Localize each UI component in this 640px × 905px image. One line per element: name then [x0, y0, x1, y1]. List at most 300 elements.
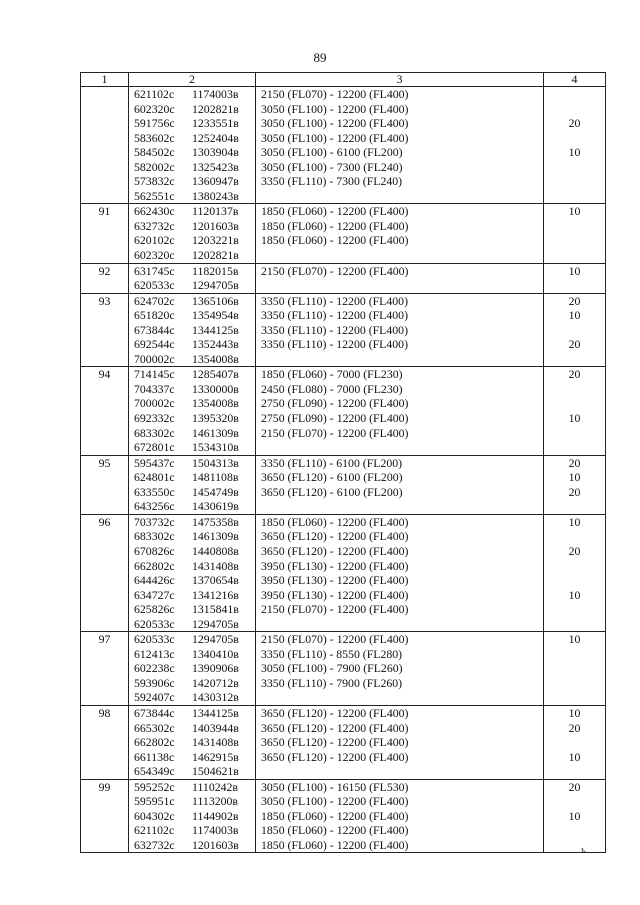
longitude-code: 1201603в [192, 837, 239, 852]
longitude-code: 1344125в [192, 322, 239, 337]
altitude-range: 3050 (FL100) - 7300 (FL240) [261, 159, 403, 174]
latitude-code: 620102c [134, 233, 175, 248]
value-entry [544, 426, 605, 441]
coordinate-pair [129, 219, 255, 234]
altitude-range-cell [256, 263, 544, 293]
altitude-range-cell [256, 293, 544, 367]
value-entry: 10 [568, 808, 581, 823]
latitude-code: 634727c [134, 587, 175, 602]
value-cell [544, 87, 606, 204]
value-entry: 20 [568, 484, 581, 499]
value-cell [544, 204, 606, 263]
latitude-code: 631745c [134, 263, 175, 278]
coordinates-cell [129, 455, 256, 514]
coordinate-pair [129, 559, 255, 574]
value-entry [544, 352, 605, 367]
group-number-cell [81, 705, 129, 779]
value-entry [544, 764, 605, 779]
latitude-code: 632732c [134, 837, 175, 852]
longitude-code: 1202821в [192, 248, 239, 263]
longitude-code: 1325423в [192, 159, 239, 174]
altitude-range [256, 617, 543, 632]
group-number: 91 [98, 204, 111, 219]
longitude-code: 1380243в [192, 188, 239, 203]
longitude-code: 1344125в [192, 705, 239, 720]
coordinate-pair [129, 515, 255, 530]
longitude-code: 1360947в [192, 174, 239, 189]
longitude-code: 1365106в [192, 293, 239, 308]
value-entry [544, 174, 605, 189]
altitude-range-cell [256, 87, 544, 204]
value-entry [544, 838, 605, 853]
value-entry [544, 189, 605, 204]
altitude-range: 3650 (FL120) - 12200 (FL400) [261, 529, 409, 544]
longitude-code: 1294705в [192, 632, 239, 647]
coordinate-pair [129, 573, 255, 588]
latitude-code: 584502c [134, 145, 175, 160]
latitude-code: 700002c [134, 351, 175, 366]
coordinates-cell [129, 632, 256, 706]
latitude-code: 703732c [134, 514, 175, 529]
value-entry: 20 [568, 367, 581, 382]
group-number-cell [81, 263, 129, 293]
altitude-range-cell [256, 779, 544, 853]
latitude-code: 661138c [134, 749, 175, 764]
value-cell [544, 779, 606, 853]
table-header-row [81, 73, 606, 87]
coordinate-pair [129, 617, 255, 632]
longitude-code: 1233551в [192, 116, 239, 131]
longitude-code: 1504621в [192, 764, 239, 779]
latitude-code: 632732c [134, 218, 175, 233]
value-entry: 10 [568, 470, 581, 485]
value-entry [544, 233, 605, 248]
latitude-code: 595252c [134, 779, 175, 794]
longitude-code: 1481108в [192, 470, 239, 485]
longitude-code: 1534310в [192, 440, 239, 455]
altitude-range: 3950 (FL130) - 12200 (FL400) [261, 573, 409, 588]
latitude-code: 602320c [134, 248, 175, 263]
coordinate-pair [129, 823, 255, 838]
latitude-code: 621102c [134, 87, 175, 101]
latitude-code: 673844c [134, 322, 175, 337]
altitude-range: 3650 (FL120) - 12200 (FL400) [261, 749, 409, 764]
value-entry [544, 823, 605, 838]
longitude-code: 1113200в [192, 794, 238, 809]
value-cell [544, 367, 606, 455]
altitude-range: 3050 (FL100) - 7900 (FL260) [261, 661, 403, 676]
longitude-code: 1354008в [192, 396, 239, 411]
coordinate-pair [129, 294, 255, 309]
altitude-range: 3350 (FL110) - 6100 (FL200) [261, 455, 403, 470]
value-entry: 20 [568, 337, 581, 352]
value-entry [544, 499, 605, 514]
longitude-code: 1341216в [192, 587, 239, 602]
altitude-range: 3350 (FL110) - 12200 (FL400) [261, 337, 409, 352]
coordinate-pair [129, 337, 255, 352]
longitude-code: 1315841в [192, 602, 239, 617]
altitude-range: 3050 (FL100) - 12200 (FL400) [261, 794, 409, 809]
value-entry [544, 382, 605, 397]
longitude-code: 1461309в [192, 529, 239, 544]
coordinate-pair [129, 544, 255, 559]
coordinate-pair [129, 809, 255, 824]
coordinate-pair [129, 764, 255, 779]
longitude-code: 1174003в [192, 823, 239, 838]
latitude-code: 624801c [134, 470, 175, 485]
altitude-range: 1850 (FL060) - 12200 (FL400) [261, 514, 409, 529]
coordinates-cell [129, 514, 256, 631]
longitude-code: 1182015в [192, 263, 239, 278]
latitude-code: 704337c [134, 381, 175, 396]
value-entry [544, 690, 605, 705]
coordinates-cell [129, 263, 256, 293]
longitude-code: 1120137в [192, 204, 239, 219]
value-entry: 10 [568, 705, 581, 720]
latitude-code: 602238c [134, 661, 175, 676]
longitude-code: 1294705в [192, 616, 239, 631]
latitude-code: 662802c [134, 558, 175, 573]
longitude-code: 1144902в [192, 808, 239, 823]
altitude-range: 3650 (FL120) - 6100 (FL200) [261, 470, 403, 485]
value-entry: 20 [568, 779, 581, 794]
latitude-code: 573832c [134, 174, 175, 189]
altitude-range: 2750 (FL090) - 12200 (FL400) [261, 396, 409, 411]
column-header-4: 4 [544, 73, 606, 87]
latitude-code: 625826c [134, 602, 175, 617]
longitude-code: 1420712в [192, 675, 239, 690]
value-entry [544, 735, 605, 750]
longitude-code: 1330000в [192, 381, 239, 396]
altitude-range: 1850 (FL060) - 12200 (FL400) [261, 218, 409, 233]
column-header-1: 1 [81, 73, 129, 87]
altitude-range [256, 189, 543, 204]
table-row [81, 455, 606, 514]
value-entry [544, 440, 605, 455]
latitude-code: 604302c [134, 808, 175, 823]
latitude-code: 602320c [134, 101, 175, 116]
altitude-range: 3050 (FL100) - 12200 (FL400) [261, 101, 409, 116]
altitude-range: 3050 (FL100) - 12200 (FL400) [261, 130, 409, 145]
coordinate-pair [129, 352, 255, 367]
latitude-code: 662802c [134, 735, 175, 750]
value-cell [544, 455, 606, 514]
longitude-code: 1462915в [192, 749, 239, 764]
latitude-code: 683302c [134, 529, 175, 544]
value-cell [544, 705, 606, 779]
altitude-range: 2750 (FL090) - 12200 (FL400) [261, 411, 409, 426]
coordinate-pair [129, 160, 255, 175]
value-entry: 10 [568, 749, 581, 764]
coordinate-pair [129, 602, 255, 617]
altitude-range-cell [256, 204, 544, 263]
altitude-range: 3650 (FL120) - 12200 (FL400) [261, 543, 409, 558]
value-entry: 10 [568, 411, 581, 426]
page-number: 89 [313, 50, 327, 65]
coordinate-pair [129, 529, 255, 544]
coordinate-pair [129, 189, 255, 204]
latitude-code: 620533c [134, 632, 175, 647]
altitude-range-cell [256, 455, 544, 514]
coordinate-pair [129, 661, 255, 676]
latitude-code: 692544c [134, 337, 175, 352]
altitude-range: 2150 (FL070) - 12200 (FL400) [261, 602, 409, 617]
latitude-code: 624702c [134, 293, 175, 308]
coordinate-pair [129, 588, 255, 603]
value-entry [544, 396, 605, 411]
group-number: 93 [98, 293, 111, 308]
latitude-code: 612413c [134, 646, 175, 661]
altitude-range-cell [256, 705, 544, 779]
altitude-range: 2150 (FL070) - 12200 (FL400) [261, 632, 409, 647]
coordinates-cell [129, 293, 256, 367]
coordinate-pair [129, 456, 255, 471]
longitude-code: 1340410в [192, 646, 239, 661]
table-row [81, 293, 606, 367]
longitude-code: 1303904в [192, 145, 239, 160]
coordinate-pair [129, 382, 255, 397]
coordinate-pair [129, 102, 255, 117]
longitude-code: 1202821в [192, 101, 239, 116]
coordinate-pair [129, 690, 255, 705]
route-table [80, 72, 606, 853]
coordinate-pair [129, 204, 255, 219]
longitude-code: 1395320в [192, 411, 239, 426]
altitude-range: 1850 (FL060) - 12200 (FL400) [261, 837, 409, 852]
coordinates-cell [129, 204, 256, 263]
altitude-range: 3350 (FL110) - 7900 (FL260) [261, 675, 403, 690]
altitude-range: 3350 (FL110) - 12200 (FL400) [261, 322, 409, 337]
coordinate-pair [129, 411, 255, 426]
group-number-cell [81, 514, 129, 631]
altitude-range-cell [256, 367, 544, 455]
latitude-code: 592407c [134, 690, 175, 705]
longitude-code: 1461309в [192, 425, 239, 440]
longitude-code: 1454749в [192, 484, 239, 499]
coordinate-pair [129, 116, 255, 131]
latitude-code: 651820c [134, 308, 175, 323]
value-entry: 10 [568, 308, 581, 323]
margin-mark: ъ [581, 845, 586, 855]
latitude-code: 620533c [134, 616, 175, 631]
value-entry: 20 [568, 543, 581, 558]
longitude-code: 1504313в [192, 455, 239, 470]
table-row [81, 367, 606, 455]
value-entry [544, 559, 605, 574]
value-entry: 10 [568, 145, 581, 160]
latitude-code: 714145c [134, 367, 175, 382]
value-cell [544, 293, 606, 367]
latitude-code: 582002c [134, 159, 175, 174]
coordinate-pair [129, 499, 255, 514]
altitude-range [256, 278, 543, 293]
altitude-range: 3050 (FL100) - 16150 (FL530) [261, 779, 409, 794]
value-entry [544, 617, 605, 632]
table-row [81, 87, 606, 204]
longitude-code: 1431408в [192, 735, 239, 750]
coordinates-cell [129, 779, 256, 853]
altitude-range: 3650 (FL120) - 12200 (FL400) [261, 705, 409, 720]
longitude-code: 1390906в [192, 661, 239, 676]
coordinate-pair [129, 367, 255, 382]
longitude-code: 1352443в [192, 337, 239, 352]
value-entry: 20 [568, 116, 581, 131]
coordinate-pair [129, 470, 255, 485]
value-entry: 10 [568, 587, 581, 602]
group-number: 94 [98, 367, 111, 382]
group-number-cell [81, 632, 129, 706]
coordinate-pair [129, 794, 255, 809]
latitude-code: 692332c [134, 411, 175, 426]
altitude-range-cell [256, 632, 544, 706]
value-entry [544, 573, 605, 588]
coordinate-pair [129, 248, 255, 263]
value-entry [544, 160, 605, 175]
value-entry: 10 [568, 632, 581, 647]
group-number: 99 [98, 779, 111, 794]
latitude-code: 662430c [134, 204, 175, 219]
coordinate-pair [129, 838, 255, 853]
column-header-3: 3 [256, 73, 544, 87]
altitude-range: 3350 (FL110) - 12200 (FL400) [261, 308, 409, 323]
group-number [81, 87, 128, 102]
longitude-code: 1354954в [192, 308, 239, 323]
value-entry [544, 794, 605, 809]
latitude-code: 562551c [134, 188, 175, 203]
group-number: 95 [98, 455, 111, 470]
latitude-code: 700002c [134, 396, 175, 411]
altitude-range: 2450 (FL080) - 7000 (FL230) [261, 381, 403, 396]
table-row [81, 263, 606, 293]
latitude-code: 595951c [134, 794, 175, 809]
column-header-2: 2 [129, 73, 256, 87]
altitude-range [256, 352, 543, 367]
altitude-range [256, 764, 543, 779]
latitude-code: 670826c [134, 543, 175, 558]
coordinates-cell [129, 367, 256, 455]
latitude-code: 620533c [134, 278, 175, 293]
latitude-code: 633550c [134, 484, 175, 499]
coordinate-pair [129, 426, 255, 441]
longitude-code: 1431408в [192, 558, 239, 573]
coordinate-pair [129, 131, 255, 146]
group-number-cell [81, 293, 129, 367]
latitude-code: 672801c [134, 440, 175, 455]
coordinate-pair [129, 278, 255, 293]
altitude-range [256, 248, 543, 263]
value-entry [544, 219, 605, 234]
group-number: 98 [98, 705, 111, 720]
coordinate-pair [129, 87, 255, 102]
latitude-code: 591756c [134, 116, 175, 131]
latitude-code: 621102c [134, 823, 175, 838]
group-number-cell [81, 455, 129, 514]
table-row [81, 779, 606, 853]
altitude-range: 1850 (FL060) - 12200 (FL400) [261, 204, 409, 219]
altitude-range: 3650 (FL120) - 12200 (FL400) [261, 720, 409, 735]
value-entry [544, 661, 605, 676]
coordinate-pair [129, 396, 255, 411]
coordinate-pair [129, 676, 255, 691]
coordinate-pair [129, 233, 255, 248]
latitude-code: 673844c [134, 705, 175, 720]
longitude-code: 1440808в [192, 543, 239, 558]
altitude-range: 1850 (FL060) - 7000 (FL230) [261, 367, 403, 382]
table-row [81, 514, 606, 631]
coordinates-cell [129, 87, 256, 204]
altitude-range-cell [256, 514, 544, 631]
coordinate-pair [129, 721, 255, 736]
longitude-code: 1475358в [192, 514, 239, 529]
coordinate-pair [129, 485, 255, 500]
longitude-code: 1285407в [192, 367, 239, 382]
longitude-code: 1201603в [192, 218, 239, 233]
altitude-range: 1850 (FL060) - 12200 (FL400) [261, 808, 409, 823]
altitude-range: 3050 (FL100) - 6100 (FL200) [261, 145, 403, 160]
latitude-code: 654349c [134, 764, 175, 779]
value-entry [544, 529, 605, 544]
altitude-range [256, 499, 543, 514]
longitude-code: 1430312в [192, 690, 239, 705]
altitude-range: 2150 (FL070) - 12200 (FL400) [261, 87, 409, 101]
coordinate-pair [129, 632, 255, 647]
coordinate-pair [129, 735, 255, 750]
latitude-code: 583602c [134, 130, 175, 145]
value-entry: 20 [568, 293, 581, 308]
altitude-range: 3350 (FL110) - 12200 (FL400) [261, 293, 409, 308]
value-entry [544, 647, 605, 662]
longitude-code: 1354008в [192, 351, 239, 366]
altitude-range: 3950 (FL130) - 12200 (FL400) [261, 587, 409, 602]
value-cell [544, 632, 606, 706]
table-body [81, 87, 606, 853]
table-row [81, 204, 606, 263]
coordinate-pair [129, 145, 255, 160]
value-entry [544, 248, 605, 263]
value-cell [544, 263, 606, 293]
altitude-range: 3350 (FL110) - 8550 (FL280) [261, 646, 403, 661]
coordinates-cell [129, 705, 256, 779]
coordinate-pair [129, 308, 255, 323]
longitude-code: 1294705в [192, 278, 239, 293]
coordinate-pair [129, 323, 255, 338]
value-entry: 10 [568, 514, 581, 529]
group-number-cell [81, 87, 129, 204]
latitude-code: 683302c [134, 425, 175, 440]
coordinate-pair [129, 780, 255, 795]
table-row [81, 632, 606, 706]
altitude-range: 3950 (FL130) - 12200 (FL400) [261, 558, 409, 573]
group-number: 96 [98, 514, 111, 529]
coordinate-pair [129, 647, 255, 662]
latitude-code: 665302c [134, 720, 175, 735]
value-entry [544, 102, 605, 117]
longitude-code: 1252404в [192, 130, 239, 145]
value-entry: 20 [568, 455, 581, 470]
group-number-cell [81, 204, 129, 263]
value-entry [544, 602, 605, 617]
altitude-range: 3050 (FL100) - 12200 (FL400) [261, 116, 409, 131]
altitude-range: 3350 (FL110) - 7300 (FL240) [261, 174, 403, 189]
group-number-cell [81, 367, 129, 455]
altitude-range: 2150 (FL070) - 12200 (FL400) [261, 425, 409, 440]
longitude-code: 1110242в [192, 779, 238, 794]
group-number: 92 [98, 263, 111, 278]
value-entry [544, 131, 605, 146]
group-number-cell [81, 779, 129, 853]
value-entry [544, 323, 605, 338]
altitude-range: 1850 (FL060) - 12200 (FL400) [261, 233, 409, 248]
